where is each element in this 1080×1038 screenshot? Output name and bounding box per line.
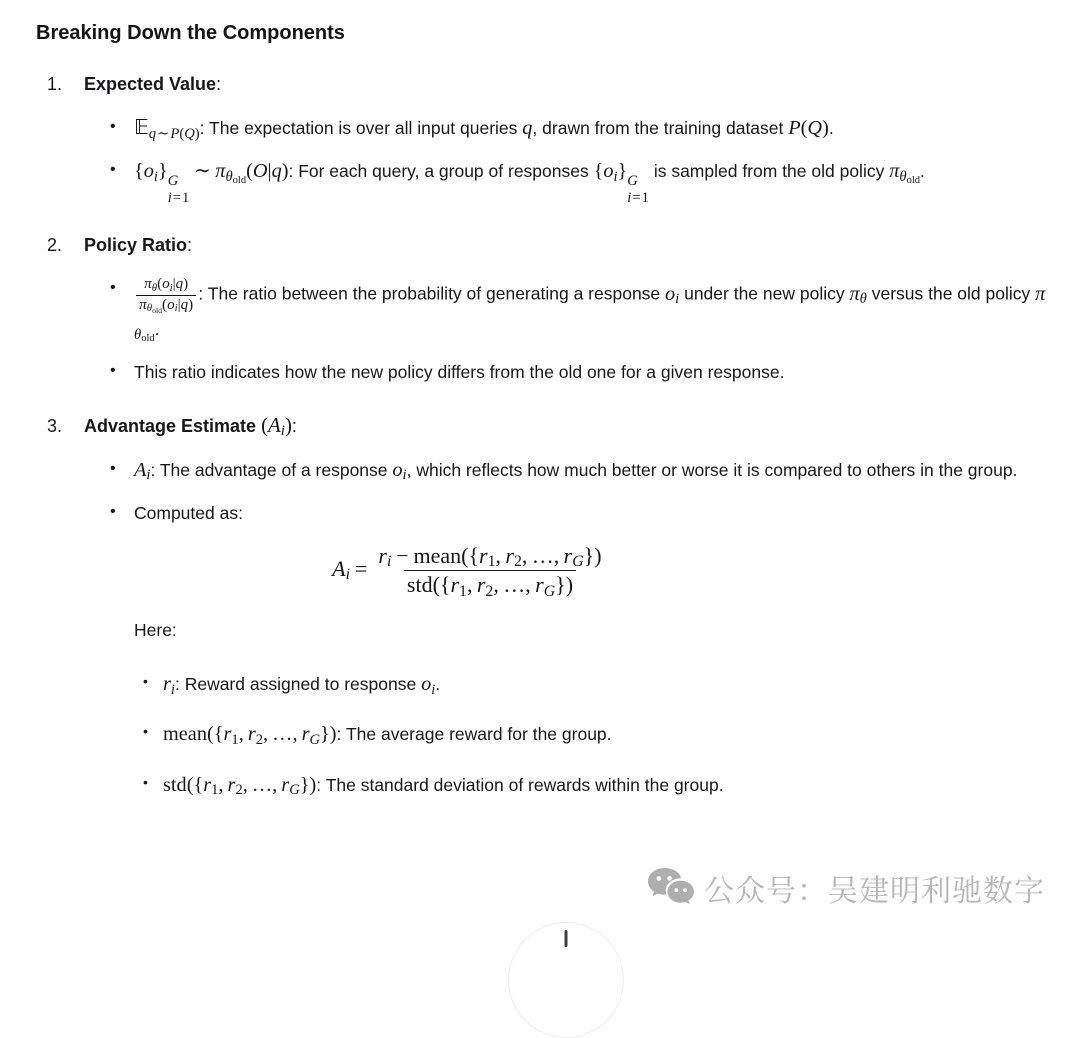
bullet-marker: •: [110, 503, 116, 521]
text-run: versus the old policy: [866, 283, 1036, 304]
wechat-icon: [646, 866, 694, 910]
list-item: [110, 114, 1046, 142]
section-3: [36, 413, 1046, 821]
section-header: [47, 71, 1046, 98]
inline-math: ri: [163, 673, 175, 698]
list-item-content: [134, 275, 1046, 343]
list-item: [110, 275, 1046, 343]
bullet-marker: •: [110, 362, 116, 380]
inline-math: mean({r1, r2, …, rG}): [163, 723, 337, 748]
list-item-content: [134, 358, 1046, 386]
inline-math: {oi} G i=1 ∼ πθold(O|q): [134, 160, 289, 206]
text-run: is sampled from the old policy: [648, 161, 890, 182]
text-run: : Reward assigned to response: [174, 674, 422, 695]
text-run: :: [187, 235, 193, 256]
bullet-marker: •: [143, 673, 148, 690]
page-title: Breaking Down the Components: [36, 22, 345, 44]
bullet-marker: •: [110, 279, 116, 297]
bold-text: Policy Ratio: [84, 235, 188, 256]
text-run: under the new policy: [679, 283, 850, 304]
section-header: [47, 413, 1046, 440]
sub-list: [134, 670, 1046, 799]
inline-math: oi: [665, 282, 680, 308]
list-item-content: [134, 157, 1046, 206]
text-run: : For each query, a group of responses: [288, 161, 594, 182]
inline-math: πθold: [889, 160, 921, 187]
inline-math: $\frac{\pi\theta(oi|q)}{\text{πθold(oi|q)}}$: [134, 283, 198, 305]
document-page: [36, 18, 1046, 836]
down-arrow-icon: [565, 930, 568, 947]
inline-math: Ai: [134, 458, 151, 484]
list-item-content: [163, 670, 1046, 698]
bold-text: Expected Value: [84, 74, 217, 94]
section-1: [36, 71, 1046, 206]
list-item: [110, 499, 1046, 821]
list-item-content: [134, 456, 1046, 484]
section-header: [47, 232, 1046, 259]
list-item: [110, 358, 1046, 386]
text-run: .: [154, 319, 160, 340]
bold-text: Advantage Estimate: [84, 415, 257, 436]
inline-math: oi: [392, 458, 407, 484]
text-run: : The standard deviation of rewards within the group.: [316, 774, 724, 795]
bullet-marker: •: [110, 161, 116, 179]
display-formula: Ai = $\frac{\text{ri − mean(\{r1, r2, …, rG\})}}{\text{std(\{r1, r2, …, rG\})}}$: [332, 542, 602, 600]
section-number: 1.: [47, 74, 63, 94]
list-item: [110, 157, 1046, 206]
list-item-content: [134, 499, 1046, 821]
inline-math: πθold: [134, 282, 1046, 345]
inline-math: oi: [421, 673, 436, 698]
scroll-to-bottom-button[interactable]: [508, 922, 624, 1038]
section-title: [84, 413, 297, 440]
inline-math: q: [522, 117, 533, 139]
text-run: :: [291, 415, 297, 436]
bullet-marker: •: [143, 773, 148, 790]
sections-container: [36, 71, 1046, 821]
bullet-marker: •: [143, 723, 148, 740]
text-run: :: [216, 74, 222, 94]
bullet-marker: •: [110, 118, 116, 135]
text-run: , which reflects how much better or worse it is compared to others in the group.: [406, 459, 1018, 480]
list-item-content: [163, 771, 1046, 799]
list-item-content: [134, 114, 1046, 142]
list-item: [110, 456, 1046, 484]
text-run: : The ratio between the probability of generating a response: [198, 283, 666, 304]
inline-math: {oi} G i=1: [593, 160, 649, 206]
inline-math: (Ai): [261, 412, 292, 440]
section-title: [84, 71, 221, 98]
bullet-list: [47, 456, 1046, 821]
text-run: .: [435, 674, 441, 695]
bullet-list: [47, 275, 1046, 387]
watermark-text: 公众号：吴建明利驰数字: [704, 875, 1045, 908]
text-line: Here:: [134, 619, 177, 640]
list-item-content: [163, 720, 1046, 748]
bullet-marker: •: [110, 459, 116, 477]
list-item: [143, 720, 1046, 748]
section-2: [36, 232, 1046, 387]
section-number: 3.: [47, 415, 63, 436]
list-item: [143, 771, 1046, 799]
text-run: : The average reward for the group.: [336, 724, 612, 745]
text-run: : The advantage of a response: [150, 459, 393, 480]
section-number: 2.: [47, 235, 63, 256]
text-run: .: [828, 118, 834, 138]
inline-math: πθ: [849, 282, 867, 308]
inline-math: std({r1, r2, …, rG}): [163, 773, 317, 799]
watermark: [646, 866, 1045, 910]
text-run: This ratio indicates how the new policy differs from the old one for a given response.: [134, 362, 785, 383]
inline-math: P(Q): [788, 117, 829, 139]
text-run: : The expectation is over all input queries: [199, 118, 523, 138]
list-item: [143, 670, 1046, 698]
bullet-list: [47, 114, 1046, 206]
text-run: .: [920, 161, 925, 182]
inline-math: 𝔼q∼P(Q): [134, 115, 200, 142]
text-run: , drawn from the training dataset: [532, 118, 789, 138]
section-title: [84, 232, 192, 259]
text-run: Computed as:: [134, 503, 243, 524]
